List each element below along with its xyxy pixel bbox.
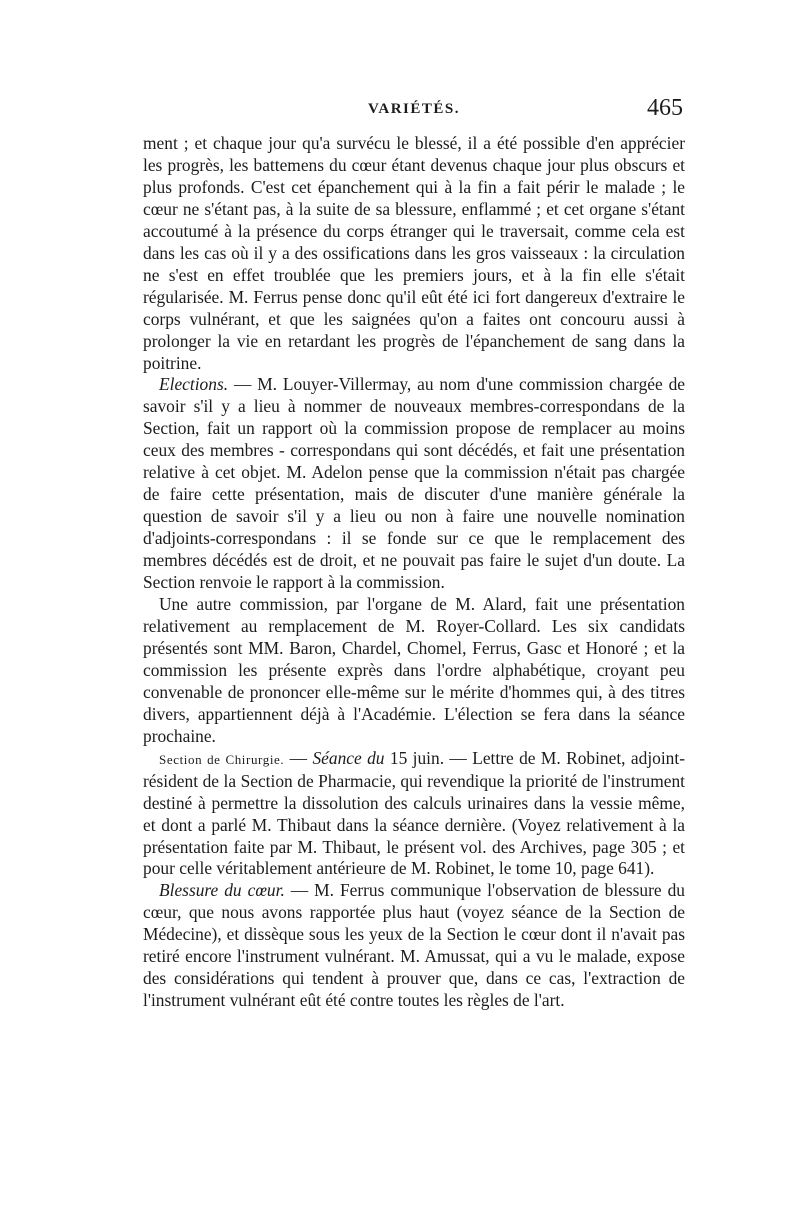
paragraph-text: ment ; et chaque jour qu'a survécu le blessé, il a été possible d'en apprécier les progrès, les battemens du cœur étant devenus chaque jour plus obscurs et plus profonds. C'est cet épanchement qui à la fin a fait périr le malade ; le cœur ne s'étant pas, à la suite de sa blessure, enflammé ; et cet organe s'étant accoutumé à la présence du corps étranger qui le traversait, comme cela est dans les cas où il y a des ossifications dans les gros vaisseaux : la circulation ne s'est en effet troublée que les premiers jours, et à la fin elle s'était régularisée. M. Ferrus pense donc qu'il eût été ici fort dangereux d'extraire le corps vulnérant, et que les saignées qu'on a faites ont concouru aussi à prolonger la vie en retardant les progrès de l'épanchement de sang dans la poitrine. <box>143 133 685 373</box>
paragraph-continuation <box>143 133 685 374</box>
section-heading-blessure: Blessure du cœur. <box>159 880 285 901</box>
paragraph-text: 15 juin. — Lettre de M. Robinet, adjoint-résident de la Section de Pharmacie, qui revendique la priorité de l'instrument destiné à permettre la dissolution des calculs urinaires dans la vessie même, et dont a parlé M. Thibaut dans la séance dernière. (Voyez relativement à la présentation faite par M. Thibaut, le présent vol. des Archives, page 305 ; et pour celle véritablement antérieure de M. Robinet, le tome 10, page 641). <box>143 747 686 879</box>
page-header <box>143 97 685 127</box>
paragraph-blessure <box>143 880 685 1012</box>
section-heading-elections: Elections. <box>159 374 229 395</box>
section-heading-chirurgie: Section de Chirurgie. <box>159 751 285 767</box>
paragraph-text: — M. Louyer-Villermay, au nom d'une commission chargée de savoir s'il y a lieu à nommer de nouveaux membres-correspondans de la Section, fait un rapport où la commission propose de remplacer au moins ceux des membres - correspondans qui sont décédés, et fait une présentation relative à cet objet. M. Adelon pense que la commission n'était pas chargée de faire cette présentation, mais de discuter d'une manière générale la question de savoir s'il y a lieu ou non à faire une nouvelle nomination d'adjoints-correspondans : il se fonde sur ce que le remplacement des membres décédés est de droit, et ne pouvait pas faire le sujet d'un doute. La Section renvoie le rapport à la commission. <box>143 374 685 593</box>
paragraph-text: Une autre commission, par l'organe de M. Alard, fait une présentation relativement au remplacement de M. Royer-Collard. Les six candidats présentés sont MM. Baron, Chardel, Chomel, Ferrus, Gasc et Honoré ; et la commission les présente exprès dans l'ordre alphabétique, croyant peu convenable de prononcer elle-même sur le mérite d'hommes qui, à des titres divers, appartiennent déjà à l'Académie. L'élection se fera dans la séance prochaine. <box>143 594 685 746</box>
paragraph-section-chirurgie <box>143 748 685 881</box>
page-number: 465 <box>647 95 683 121</box>
session-date-label: Séance du <box>312 747 385 768</box>
separator: — <box>284 747 313 768</box>
running-title: VARIÉTÉS. <box>367 101 460 117</box>
paragraph-commission <box>143 594 685 748</box>
paragraph-elections <box>143 374 685 594</box>
paragraph-text: — M. Ferrus communique l'observation de blessure du cœur, que nous avons rapportée plus haut (voyez séance de la Section de Médecine), et dissèque sous les yeux de la Section le cœur dont il n'avait pas retiré encore l'instrument vulnérant. M. Amussat, qui a vu le malade, expose des considérations qui tendent à prouver que, dans ce cas, l'extraction de l'instrument vulnérant eût été contre toutes les règles de l'art. <box>143 880 685 1011</box>
page-body <box>143 133 685 1012</box>
